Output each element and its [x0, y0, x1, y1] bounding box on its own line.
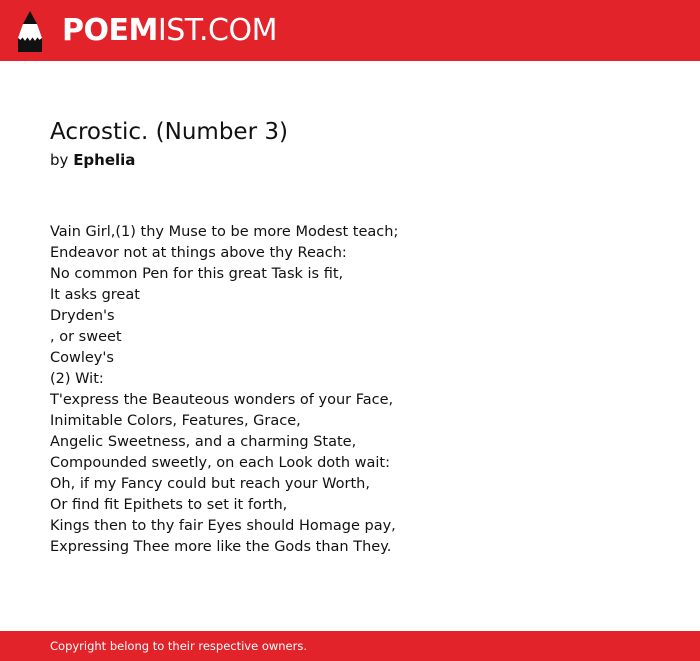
copyright-text: Copyright belong to their respective owners.: [50, 639, 308, 653]
poem-line: Oh, if my Fancy could but reach your Worth,: [50, 476, 370, 492]
poem-line: Inimitable Colors, Features, Grace,: [50, 413, 301, 429]
poem-line: Vain Girl,(1) thy Muse to be more Modest teach;: [50, 224, 399, 240]
poem-byline: [50, 149, 670, 171]
poem-line: Angelic Sweetness, and a charming State,: [50, 434, 357, 450]
poem-line: (2) Wit:: [50, 371, 104, 387]
pencil-tip-icon: [17, 10, 43, 52]
poem-line: It asks great: [50, 287, 140, 303]
logo-text-bold: POEM: [62, 13, 158, 48]
poem-line: No common Pen for this great Task is fit,: [50, 266, 344, 282]
site-footer: [0, 631, 700, 661]
poem-line: Expressing Thee more like the Gods than They.: [50, 539, 392, 555]
poem-author: Ephelia: [73, 151, 136, 169]
site-logo-text: [62, 9, 277, 53]
poem-title: Acrostic. (Number 3): [50, 119, 288, 145]
poem-line: Dryden's: [50, 308, 115, 324]
poem-line: Compounded sweetly, on each Look doth wait:: [50, 455, 391, 471]
poem-line: Or find fit Epithets to set it forth,: [50, 497, 288, 513]
byline-label: by: [50, 151, 69, 169]
poem-content: [50, 115, 670, 558]
poem-line: , or sweet: [50, 329, 122, 345]
poem-line: Endeavor not at things above thy Reach:: [50, 245, 347, 261]
poem-body: [50, 222, 670, 558]
site-header: [0, 0, 700, 61]
site-logo-link[interactable]: [17, 9, 277, 53]
poem-line: Cowley's: [50, 350, 114, 366]
poem-line: T'express the Beauteous wonders of your Face,: [50, 392, 394, 408]
poem-line: Kings then to thy fair Eyes should Homage pay,: [50, 518, 396, 534]
logo-text-light: IST.COM: [157, 13, 277, 48]
